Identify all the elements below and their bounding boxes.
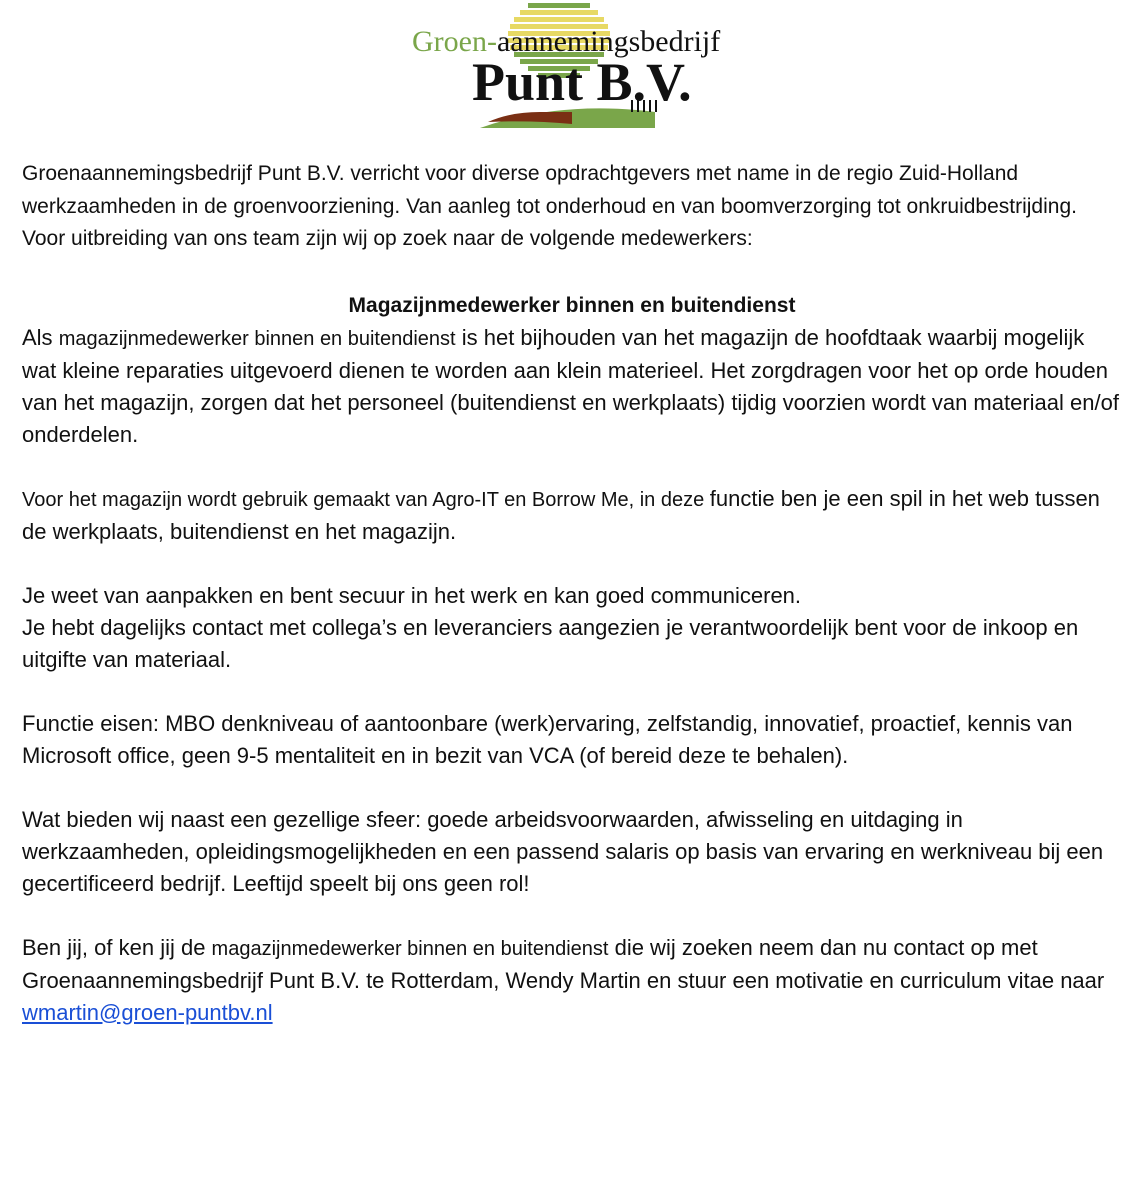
p2-part1: Voor het magazijn wordt gebruik gemaakt van Agro-IT en Borrow Me, in deze xyxy=(22,488,710,511)
paragraph-offer: Wat bieden wij naast een gezellige sfeer: goede arbeidsvoorwaarden, afwisseling en uitdaging in werkzaamheden, opleidingsmogelijkheden en een passend salaris op basis van ervaring en werkniveau bij een gecertificeerd bedrijf. Leeftijd speelt bij ons geen rol! xyxy=(22,806,1104,896)
p1-role: magazijnmedewerker binnen en buitendienst xyxy=(58,327,456,350)
paragraph-duties xyxy=(22,322,1122,451)
p2-part2: functie ben je een spil in het web tussen de werkplaats, buitendienst en het magazijn. xyxy=(22,485,1100,544)
job-title: Magazijnmedewerker binnen en buitendienst xyxy=(348,293,796,317)
p6-lead: Ben jij, of ken jij de xyxy=(22,934,212,960)
p6-rest: die wij zoeken neem dan nu contact op met Groenaannemingsbedrijf Punt B.V. te Rotterdam, Wendy Martin en stuur een motivatie en curriculum vitae naar xyxy=(22,934,1105,993)
company-logo xyxy=(400,0,760,140)
p1-rest: is het bijhouden van het magazijn de hoofdtaak waarbij mogelijk wat kleine reparaties uitgevoerd dienen te worden aan klein materieel. Het zorgdragen voor het op orde houden van het magazijn, zorgen dat het personeel (buitendienst en werkplaats) tijdig voorzien wordt van materiaal en/of onderdelen. xyxy=(22,324,1119,447)
paragraph-skills xyxy=(22,580,1122,676)
intro-paragraph: Groenaannemingsbedrijf Punt B.V. verricht voor diverse opdrachtgevers met name in de regio Zuid-Holland werkzaamheden in de groenvoorziening. Van aanleg tot onderhoud en van boomverzorging tot onkruidbestrijding. Voor uitbreiding van ons team zijn wij op zoek naar de volgende medewerkers: xyxy=(22,162,1077,250)
email-link[interactable]: wmartin@groen-puntbv.nl xyxy=(22,999,273,1025)
paragraph-contact xyxy=(22,932,1122,1029)
p1-lead: Als xyxy=(22,324,59,350)
logo-line2: Punt B.V. xyxy=(472,52,692,112)
vacancy-document xyxy=(22,158,1122,1029)
logo-line1: Groen-aannemingsbedrijf xyxy=(412,25,721,58)
p3-line1: Je weet van aanpakken en bent secuur in het werk en kan goed communiceren. xyxy=(22,582,802,608)
p3-line2: Je hebt dagelijks contact met collega’s en leveranciers aangezien je verantwoordelijk bent voor de inkoop en uitgifte van materiaal. xyxy=(22,614,1079,672)
paragraph-systems xyxy=(22,483,1122,548)
logo-graphic xyxy=(400,0,760,140)
paragraph-requirements: Functie eisen: MBO denkniveau of aantoonbare (werk)ervaring, zelfstandig, innovatief, proactief, kennis van Microsoft office, geen 9-5 mentaliteit en in bezit van VCA (of bereid deze te behalen). xyxy=(22,710,1073,768)
p6-role: magazijnmedewerker binnen en buitendienst xyxy=(211,937,609,960)
